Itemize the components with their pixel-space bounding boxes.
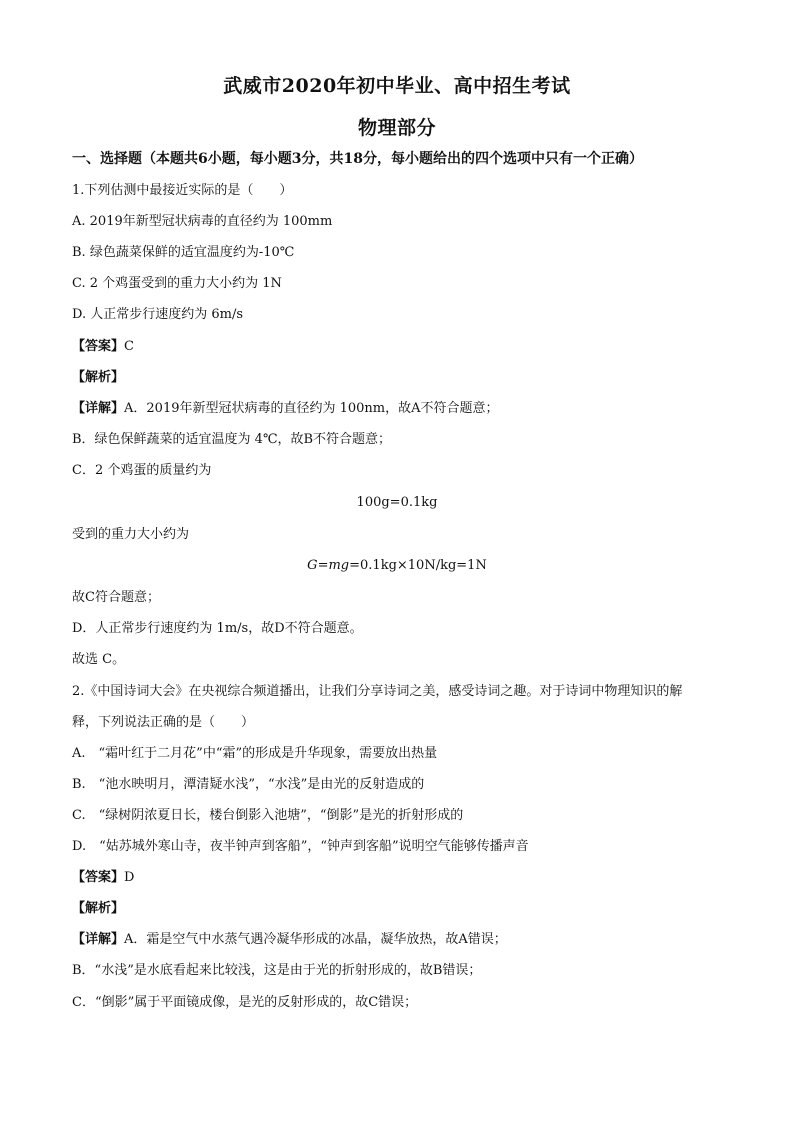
question-2-detail-c: C．“倒影”属于平面镜成像，是光的反射形成的，故C错误；: [72, 995, 418, 1010]
question-1-option-a: A. 2019年新型冠状病毒的直径约为 100mm: [72, 214, 333, 229]
question-2-analysis-tag: 【解析】: [72, 901, 125, 916]
question-2-option-d: D. “姑苏城外寒山寺，夜半钟声到客船”，“钟声到客船”说明空气能够传播声音: [72, 839, 529, 854]
question-2-option-a: A. “霜叶红于二月花”中“霜”的形成是升华现象，需要放出热量: [72, 746, 438, 761]
question-1-detail-b: B．绿色保鲜蔬菜的适宜温度为 4℃，故B不符合题意；: [72, 432, 392, 447]
question-1-detail-c2: 受到的重力大小约为: [72, 527, 190, 542]
question-1-answer: [72, 338, 732, 356]
question-1-stem: 1.下列估测中最接近实际的是（ ）: [72, 183, 293, 198]
page-title: 武威市2020年初中毕业、高中招生考试: [223, 75, 571, 97]
question-1-option-c: C. 2 个鸡蛋受到的重力大小约为 1N: [72, 276, 282, 291]
question-2-answer: [72, 869, 732, 887]
detail-a-text: A．2019年新型冠状病毒的直径约为 100nm，故A不符合题意；: [124, 401, 499, 416]
detail-tag: 【详解】: [72, 401, 125, 416]
question-2-option-b: B. “池水映明月，潭清疑水浅”，“水浅”是由光的反射造成的: [72, 777, 425, 792]
question-1-detail-c3: 故C符合题意；: [72, 590, 160, 605]
question-2-option-c: C. “绿树阴浓夏日长，楼台倒影入池塘”，“倒影”是光的折射形成的: [72, 808, 464, 823]
formula-mg: mg: [328, 558, 350, 573]
answer-tag: 【答案】: [72, 339, 125, 354]
question-2-detail-a: [72, 931, 732, 949]
detail-tag: 【详解】: [72, 932, 125, 947]
question-1-option-b: B. 绿色蔬菜保鲜的适宜温度约为-10℃: [72, 245, 295, 260]
formula-weight: [0, 557, 794, 575]
page-subtitle: 物理部分: [357, 117, 436, 139]
formula-g: G: [307, 558, 318, 573]
question-1-conclusion: 故选 C。: [72, 652, 126, 667]
question-1-analysis-tag: 【解析】: [72, 370, 125, 385]
question-2-stem-line-1: 2.《中国诗词大会》在央视综合频道播出，让我们分享诗词之美，感受诗词之趣。对于诗词中物理知识的解: [72, 684, 683, 699]
question-2-detail-b: B．“水浅”是水底看起来比较浅，这是由于光的折射形成的，故B错误；: [72, 963, 482, 978]
formula-mass: 100g=0.1kg: [356, 495, 438, 510]
question-2-stem-line-2: 释，下列说法正确的是（ ）: [72, 715, 255, 730]
question-1-detail-d: D．人正常步行速度约为 1m/s，故D不符合题意。: [72, 621, 363, 636]
question-1-detail-a: [72, 400, 732, 418]
answer-tag: 【答案】: [72, 870, 125, 885]
answer-value: C: [124, 339, 134, 354]
detail-a-text: A．霜是空气中水蒸气遇冷凝华形成的冰晶，凝华放热，故A错误；: [124, 932, 507, 947]
answer-value: D: [124, 870, 135, 885]
formula-eq: =: [317, 558, 329, 573]
formula-rest: =0.1kg×10N/kg=1N: [349, 558, 487, 573]
question-1-option-d: D. 人正常步行速度约为 6m/s: [72, 307, 244, 322]
question-1-detail-c: C．2 个鸡蛋的质量约为: [72, 463, 212, 478]
section-heading: 一、选择题（本题共6小题，每小题3分，共18分，每小题给出的四个选项中只有一个正确）: [72, 151, 643, 167]
